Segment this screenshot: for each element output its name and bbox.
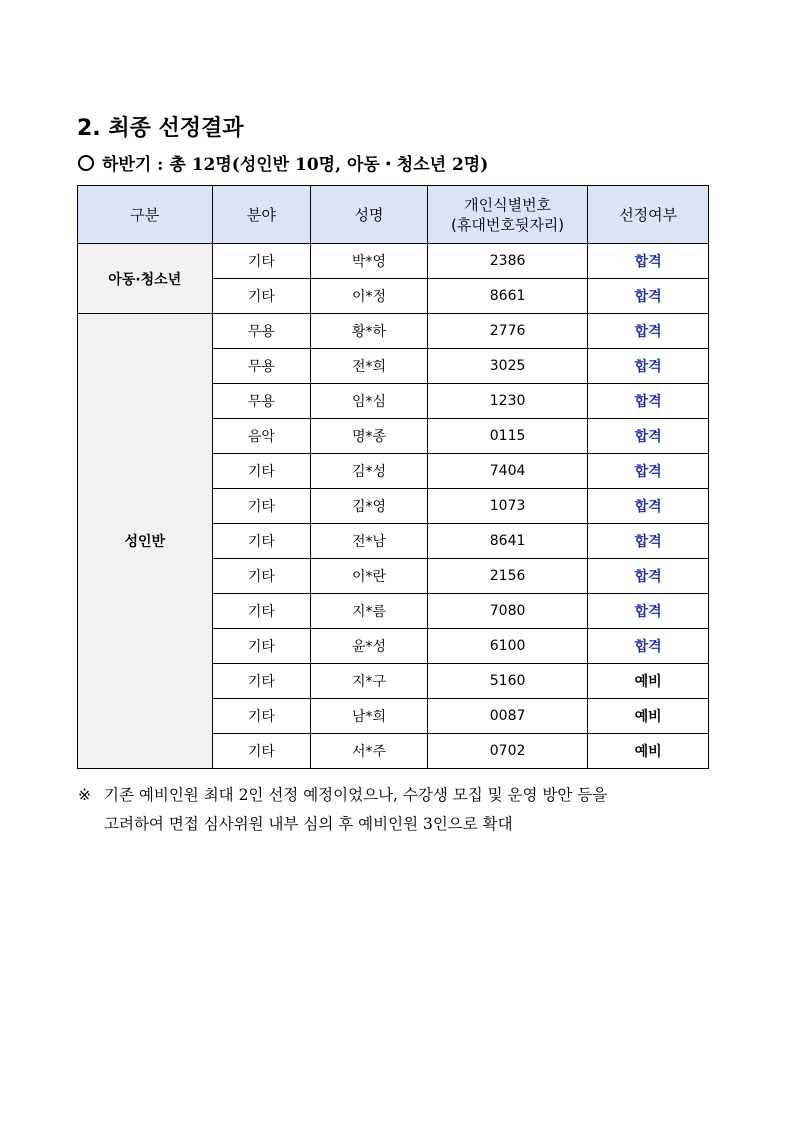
field-cell: 음악 xyxy=(212,419,311,454)
id-cell: 0115 xyxy=(427,419,588,454)
name-cell: 전*희 xyxy=(311,349,428,384)
status-cell: 합격 xyxy=(588,629,709,664)
field-cell: 기타 xyxy=(212,489,311,524)
status-cell: 합격 xyxy=(588,384,709,419)
status-cell: 합격 xyxy=(588,594,709,629)
field-cell: 기타 xyxy=(212,664,311,699)
field-cell: 기타 xyxy=(212,524,311,559)
id-cell: 6100 xyxy=(427,629,588,664)
field-cell: 기타 xyxy=(212,734,311,769)
name-cell: 서*주 xyxy=(311,734,428,769)
status-cell: 예비 xyxy=(588,699,709,734)
header-field: 분야 xyxy=(212,186,311,244)
name-cell: 박*영 xyxy=(311,244,428,279)
id-cell: 1073 xyxy=(427,489,588,524)
footnote-line-1: 기존 예비인원 최대 2인 선정 예정이었으나, 수강생 모집 및 운영 방안 등을 xyxy=(104,786,608,804)
name-cell: 윤*성 xyxy=(311,629,428,664)
name-cell: 지*구 xyxy=(311,664,428,699)
id-cell: 2386 xyxy=(427,244,588,279)
id-cell: 5160 xyxy=(427,664,588,699)
field-cell: 무용 xyxy=(212,349,311,384)
circle-bullet-icon xyxy=(78,155,94,171)
name-cell: 이*란 xyxy=(311,559,428,594)
status-cell: 합격 xyxy=(588,454,709,489)
header-id-line1: 개인식별번호 xyxy=(464,195,552,214)
id-cell: 0087 xyxy=(427,699,588,734)
status-cell: 합격 xyxy=(588,559,709,594)
field-cell: 기타 xyxy=(212,279,311,314)
id-cell: 7404 xyxy=(427,454,588,489)
header-status: 선정여부 xyxy=(588,186,709,244)
footnote-line-2: 고려하여 면접 심사위원 내부 심의 후 예비인원 3인으로 확대 xyxy=(104,815,513,833)
name-cell: 김*성 xyxy=(311,454,428,489)
id-cell: 3025 xyxy=(427,349,588,384)
field-cell: 무용 xyxy=(212,384,311,419)
table-row xyxy=(78,314,709,349)
name-cell: 이*정 xyxy=(311,279,428,314)
field-cell: 기타 xyxy=(212,559,311,594)
group-cell: 성인반 xyxy=(78,314,213,769)
field-cell: 기타 xyxy=(212,699,311,734)
subtitle-text: 하반기 : 총 12명(성인반 10명, 아동・청소년 2명) xyxy=(102,155,489,175)
table-row xyxy=(78,244,709,279)
header-id-line2: (휴대번호뒷자리) xyxy=(451,215,565,234)
name-cell: 김*영 xyxy=(311,489,428,524)
table-body xyxy=(78,244,709,769)
header-group: 구분 xyxy=(78,186,213,244)
id-cell: 8641 xyxy=(427,524,588,559)
name-cell: 남*희 xyxy=(311,699,428,734)
field-cell: 무용 xyxy=(212,314,311,349)
reference-mark: ※ xyxy=(78,786,91,804)
results-table xyxy=(77,185,709,769)
name-cell: 임*심 xyxy=(311,384,428,419)
id-cell: 7080 xyxy=(427,594,588,629)
id-cell: 2156 xyxy=(427,559,588,594)
name-cell: 황*하 xyxy=(311,314,428,349)
id-cell: 1230 xyxy=(427,384,588,419)
table-header-row xyxy=(78,186,709,244)
status-cell: 예비 xyxy=(588,734,709,769)
id-cell: 2776 xyxy=(427,314,588,349)
group-cell: 아동·청소년 xyxy=(78,244,213,314)
field-cell: 기타 xyxy=(212,594,311,629)
section-subtitle xyxy=(78,150,488,175)
status-cell: 합격 xyxy=(588,279,709,314)
status-cell: 합격 xyxy=(588,244,709,279)
status-cell: 합격 xyxy=(588,524,709,559)
header-id xyxy=(427,186,588,244)
status-cell: 합격 xyxy=(588,419,709,454)
status-cell: 합격 xyxy=(588,349,709,384)
field-cell: 기타 xyxy=(212,629,311,664)
status-cell: 합격 xyxy=(588,489,709,524)
name-cell: 명*종 xyxy=(311,419,428,454)
id-cell: 8661 xyxy=(427,279,588,314)
footnote xyxy=(78,781,718,839)
header-name: 성명 xyxy=(311,186,428,244)
field-cell: 기타 xyxy=(212,244,311,279)
status-cell: 예비 xyxy=(588,664,709,699)
field-cell: 기타 xyxy=(212,454,311,489)
id-cell: 0702 xyxy=(427,734,588,769)
status-cell: 합격 xyxy=(588,314,709,349)
name-cell: 전*남 xyxy=(311,524,428,559)
page-title: 2. 최종 선정결과 xyxy=(77,116,244,141)
name-cell: 지*름 xyxy=(311,594,428,629)
